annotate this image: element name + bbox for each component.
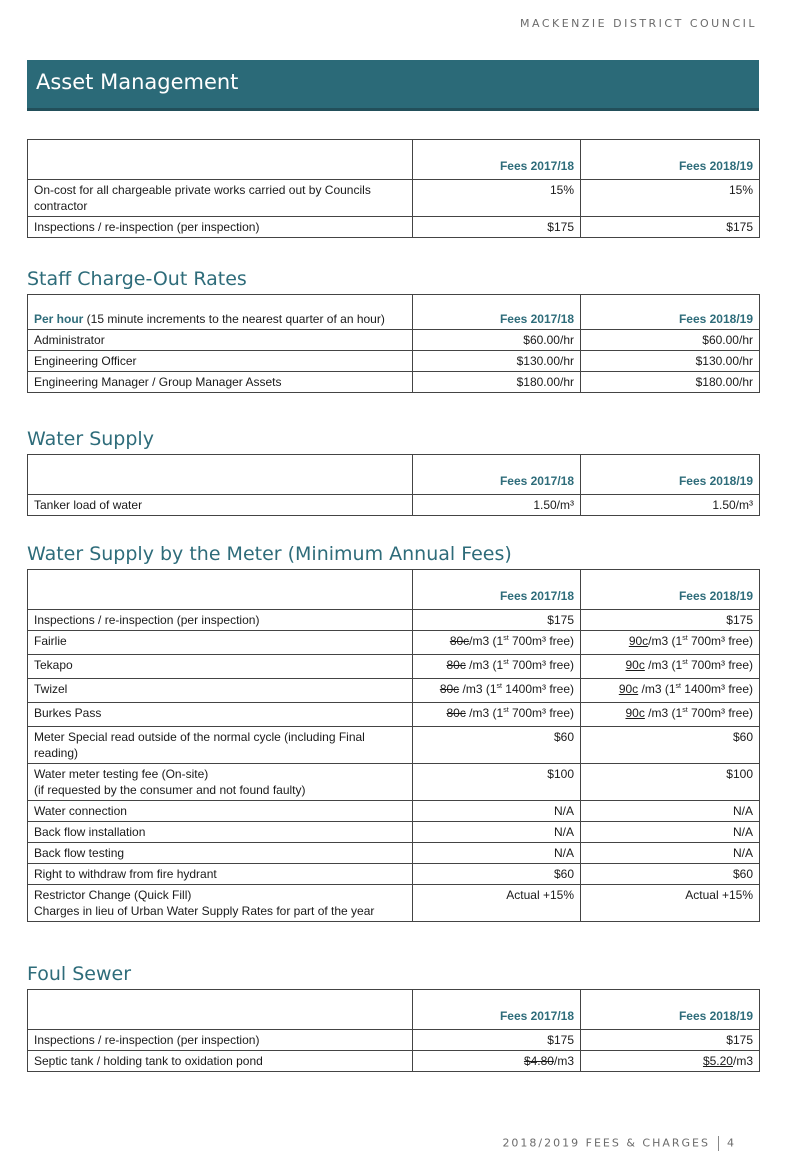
- row-label: Fairlie: [28, 631, 413, 655]
- row-label: Tanker load of water: [28, 495, 413, 516]
- table-row: [28, 330, 760, 351]
- table-row: [28, 843, 760, 864]
- rate-allowance: 1400m³ free): [680, 682, 753, 696]
- table-row: [28, 727, 760, 764]
- row-fy2: $60: [581, 864, 760, 885]
- header-fy2: Fees 2018/19: [581, 295, 760, 330]
- rate-allowance: 700m³ free): [508, 706, 574, 720]
- row-fy1: 1.50/m³: [413, 495, 581, 516]
- table-row: [28, 1051, 760, 1072]
- old-rate: 80c: [446, 706, 466, 720]
- ordinal: st: [496, 683, 502, 690]
- rate-unit: /m3: [553, 1054, 574, 1068]
- footer-divider: [718, 1136, 719, 1151]
- header-fy2: Fees 2018/19: [581, 455, 760, 495]
- row-label-line: Water meter testing fee (On-site): [34, 767, 209, 781]
- per-hour-label: Per hour: [34, 312, 84, 326]
- table-row: [28, 679, 760, 703]
- row-label: Administrator: [28, 330, 413, 351]
- page-number: 4: [727, 1136, 736, 1150]
- rate-allowance: 700m³ free): [687, 658, 753, 672]
- row-label: Back flow testing: [28, 843, 413, 864]
- water-supply-table: [27, 454, 760, 516]
- row-fy2: $130.00/hr: [581, 351, 760, 372]
- header-fy2: Fees 2018/19: [581, 140, 760, 180]
- rate-unit: /m3 (1: [465, 658, 504, 672]
- row-fy2: N/A: [581, 843, 760, 864]
- rate-unit: /m3 (1: [644, 706, 683, 720]
- row-fy2: $175: [581, 610, 760, 631]
- row-label: Inspections / re-inspection (per inspection): [28, 610, 413, 631]
- row-fy1: 15%: [413, 180, 581, 217]
- ordinal: st: [682, 659, 688, 666]
- staff-rates-table: [27, 294, 760, 393]
- meter-heading: Water Supply by the Meter (Minimum Annual Fees): [27, 543, 512, 565]
- table-row: [28, 1030, 760, 1051]
- council-name: MACKENZIE DISTRICT COUNCIL: [520, 17, 757, 30]
- table-row: [28, 801, 760, 822]
- row-label: Meter Special read outside of the normal cycle (including Final reading): [28, 727, 413, 764]
- row-fy2: $60.00/hr: [581, 330, 760, 351]
- meter-table: [27, 569, 760, 922]
- row-fy1: Actual +15%: [413, 885, 581, 922]
- row-fy1: $60.00/hr: [413, 330, 581, 351]
- table-row: [28, 822, 760, 843]
- sewer-heading: Foul Sewer: [27, 963, 132, 985]
- row-fy1: [413, 679, 581, 703]
- row-label: Water connection: [28, 801, 413, 822]
- header-blank: [28, 140, 413, 180]
- table-header-row: [28, 990, 760, 1030]
- row-label: [28, 885, 413, 922]
- footer-title: 2018/2019 FEES & CHARGES: [502, 1136, 710, 1150]
- table-header-row: [28, 140, 760, 180]
- row-label: On-cost for all chargeable private works carried out by Councils contractor: [28, 180, 413, 217]
- header-fy1: Fees 2017/18: [413, 140, 581, 180]
- rate-allowance: 700m³ free): [687, 634, 753, 648]
- row-fy1: [413, 655, 581, 679]
- table-row: [28, 180, 760, 217]
- rate-unit: /m3 (1: [638, 682, 676, 696]
- row-label: Right to withdraw from fire hydrant: [28, 864, 413, 885]
- section-banner: [27, 60, 759, 111]
- row-label: Septic tank / holding tank to oxidation pond: [28, 1051, 413, 1072]
- new-rate: 90c: [625, 658, 645, 672]
- rate-unit: /m3: [732, 1054, 753, 1068]
- rate-unit: /m3 (1: [648, 634, 683, 648]
- header-fy1: Fees 2017/18: [413, 295, 581, 330]
- row-label: Engineering Manager / Group Manager Assets: [28, 372, 413, 393]
- header-fy1: Fees 2017/18: [413, 570, 581, 610]
- ordinal: st: [675, 683, 681, 690]
- ordinal: st: [503, 659, 509, 666]
- table-row: [28, 885, 760, 922]
- row-label: [28, 764, 413, 801]
- per-hour-header: [28, 295, 413, 330]
- ordinal: st: [682, 635, 688, 642]
- header-blank: [28, 990, 413, 1030]
- row-fy1: [413, 1051, 581, 1072]
- row-fy2: $175: [581, 1030, 760, 1051]
- rate-allowance: 700m³ free): [687, 706, 753, 720]
- banner-title: Asset Management: [36, 70, 239, 94]
- row-fy1: $130.00/hr: [413, 351, 581, 372]
- rate-unit: /m3 (1: [459, 682, 497, 696]
- row-fy2: $100: [581, 764, 760, 801]
- old-rate: $4.80: [523, 1054, 554, 1068]
- table-row: [28, 217, 760, 238]
- row-fy1: N/A: [413, 843, 581, 864]
- table-row: [28, 495, 760, 516]
- row-fy2: Actual +15%: [581, 885, 760, 922]
- row-fy2: [581, 631, 760, 655]
- ordinal: st: [682, 707, 688, 714]
- row-fy1: $175: [413, 610, 581, 631]
- row-label: Twizel: [28, 679, 413, 703]
- row-fy1: $60: [413, 727, 581, 764]
- row-label: Engineering Officer: [28, 351, 413, 372]
- page-footer: [502, 1136, 736, 1151]
- table-header-row: [28, 455, 760, 495]
- table-row: [28, 703, 760, 727]
- table-row: [28, 864, 760, 885]
- rate-allowance: 700m³ free): [508, 658, 574, 672]
- header-blank: [28, 570, 413, 610]
- rate-allowance: 700m³ free): [508, 634, 574, 648]
- row-fy2: [581, 1051, 760, 1072]
- header-blank: [28, 455, 413, 495]
- table-row: [28, 351, 760, 372]
- old-rate: 80c: [449, 634, 470, 648]
- asset-management-table: [27, 139, 760, 238]
- row-label-line: Restrictor Change (Quick Fill): [34, 888, 192, 902]
- old-rate: 80c: [439, 682, 460, 696]
- table-row: [28, 764, 760, 801]
- new-rate: 90c: [628, 634, 649, 648]
- row-fy2: [581, 679, 760, 703]
- header-fy2: Fees 2018/19: [581, 570, 760, 610]
- row-fy1: [413, 631, 581, 655]
- sewer-table: [27, 989, 760, 1072]
- row-fy1: [413, 703, 581, 727]
- row-fy2: 15%: [581, 180, 760, 217]
- row-fy1: $175: [413, 217, 581, 238]
- new-rate: 90c: [625, 706, 645, 720]
- row-label: Tekapo: [28, 655, 413, 679]
- table-row: [28, 372, 760, 393]
- ordinal: st: [503, 707, 509, 714]
- row-label: Back flow installation: [28, 822, 413, 843]
- row-fy2: [581, 703, 760, 727]
- header-fy1: Fees 2017/18: [413, 990, 581, 1030]
- table-row: [28, 631, 760, 655]
- new-rate: 90c: [618, 682, 639, 696]
- ordinal: st: [503, 635, 509, 642]
- row-fy1: $180.00/hr: [413, 372, 581, 393]
- rate-unit: /m3 (1: [469, 634, 504, 648]
- new-rate: $5.20: [702, 1054, 733, 1068]
- row-fy2: N/A: [581, 822, 760, 843]
- row-fy2: $60: [581, 727, 760, 764]
- table-row: [28, 610, 760, 631]
- row-label: Inspections / re-inspection (per inspection): [28, 217, 413, 238]
- row-label: Inspections / re-inspection (per inspection): [28, 1030, 413, 1051]
- rate-unit: /m3 (1: [465, 706, 504, 720]
- row-fy2: [581, 655, 760, 679]
- table-row: [28, 655, 760, 679]
- row-label: Burkes Pass: [28, 703, 413, 727]
- header-fy1: Fees 2017/18: [413, 455, 581, 495]
- row-fy1: N/A: [413, 801, 581, 822]
- old-rate: 80c: [446, 658, 466, 672]
- rate-unit: /m3 (1: [644, 658, 683, 672]
- staff-heading: Staff Charge-Out Rates: [27, 268, 247, 290]
- row-label-note: (if requested by the consumer and not found faulty): [34, 783, 306, 797]
- row-fy2: N/A: [581, 801, 760, 822]
- rate-allowance: 1400m³ free): [501, 682, 574, 696]
- per-hour-note: (15 minute increments to the nearest quarter of an hour): [83, 312, 385, 326]
- row-fy1: N/A: [413, 822, 581, 843]
- table-header-row: [28, 295, 760, 330]
- row-fy2: $175: [581, 217, 760, 238]
- water-supply-heading: Water Supply: [27, 428, 154, 450]
- row-label-note: Charges in lieu of Urban Water Supply Rates for part of the year: [34, 904, 375, 918]
- row-fy1: $100: [413, 764, 581, 801]
- table-header-row: [28, 570, 760, 610]
- row-fy2: $180.00/hr: [581, 372, 760, 393]
- header-fy2: Fees 2018/19: [581, 990, 760, 1030]
- row-fy1: $60: [413, 864, 581, 885]
- row-fy1: $175: [413, 1030, 581, 1051]
- row-fy2: 1.50/m³: [581, 495, 760, 516]
